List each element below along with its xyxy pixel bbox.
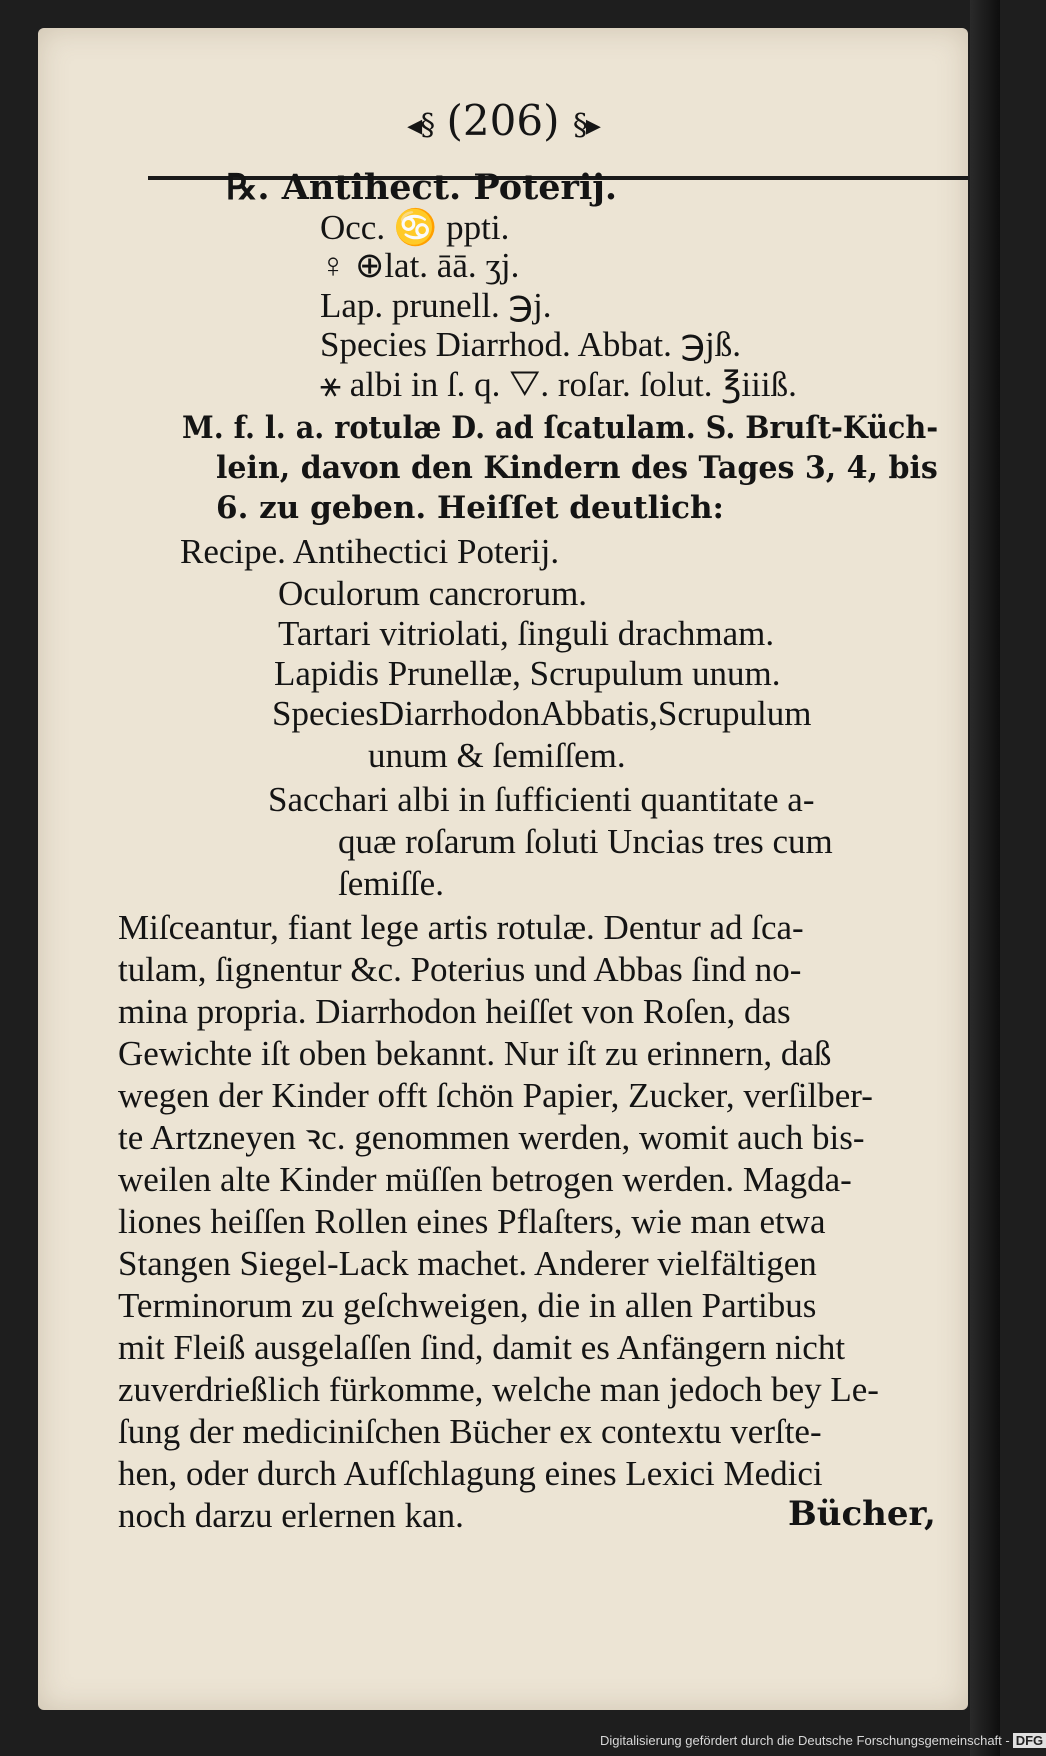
credit-text: Digitalisierung gefördert durch die Deutsche Forschungsgemeinschaft - bbox=[600, 1733, 1010, 1748]
recipe-line: Lapidis Prunellæ, Scrupulum unum. bbox=[274, 654, 781, 693]
prescription-line: ℞. Antihect. Poterij. bbox=[226, 167, 618, 208]
body-line: Gewichte iſt oben bekannt. Nur iſt zu erinnern, daß bbox=[118, 1034, 832, 1073]
prescription-line: ♀ ⊕lat. āā. ʒj. bbox=[320, 246, 520, 285]
body-line: ſung der mediciniſchen Bücher ex contextu verſte- bbox=[118, 1412, 822, 1451]
page-number: (206) bbox=[446, 96, 560, 145]
recipe-line: ſemiſſe. bbox=[338, 864, 444, 903]
prescription-line: Occ. ♋ ppti. bbox=[320, 208, 510, 247]
body-line: Terminorum zu geſchweigen, die in allen Partibus bbox=[118, 1286, 817, 1325]
recipe-line: Oculorum cancrorum. bbox=[278, 574, 588, 613]
recipe-line: Tartari vitriolati, ſinguli drachmam. bbox=[278, 614, 775, 653]
body-line: noch darzu erlernen kan. bbox=[118, 1496, 464, 1535]
body-line: weilen alte Kinder müſſen betrogen werden. Magda- bbox=[118, 1160, 852, 1199]
body-line: mit Fleiß ausgelaſſen ſind, damit es Anfängern nicht bbox=[118, 1328, 846, 1367]
dfg-logo: DFG bbox=[1013, 1733, 1046, 1748]
body-line: Stangen Siegel-Lack machet. Anderer vielfältigen bbox=[118, 1244, 817, 1283]
page-header bbox=[38, 96, 968, 145]
body-line: mina propria. Diarrhodon heiſſet von Roſen, das bbox=[118, 992, 791, 1031]
digitization-credit bbox=[600, 1733, 1046, 1748]
recipe-line: SpeciesDiarrhodonAbbatis,Scrupulum bbox=[272, 694, 812, 733]
instruction-line: 6. zu geben. Heiſſet deutlich: bbox=[216, 490, 724, 526]
body-line: tulam, ſignentur &c. Poterius und Abbas ſind no- bbox=[118, 950, 802, 989]
instruction-line: M. f. l. a. rotulæ D. ad ſcatulam. S. Bruſt-Küch- bbox=[182, 410, 939, 446]
body-line: hen, oder durch Aufſchlagung eines Lexici Medici bbox=[118, 1454, 823, 1493]
recipe-line: unum & ſemiſſem. bbox=[368, 736, 626, 775]
catchword: Bücher, bbox=[788, 1494, 936, 1534]
recipe-line: quæ roſarum ſoluti Uncias tres cum bbox=[338, 822, 833, 861]
recipe-line: Recipe. Antihectici Poterij. bbox=[180, 532, 560, 571]
body-line: wegen der Kinder offt ſchön Papier, Zucker, verſilber- bbox=[118, 1076, 873, 1115]
body-line: zuverdrießlich fürkomme, welche man jedoch bey Le- bbox=[118, 1370, 879, 1409]
right-ornament: §▸ bbox=[572, 108, 599, 143]
body-line: Miſceantur, fiant lege artis rotulæ. Dentur ad ſca- bbox=[118, 908, 804, 947]
left-ornament: ◂§ bbox=[407, 108, 434, 143]
recipe-line: Sacchari albi in ſufficienti quantitate a- bbox=[268, 780, 815, 819]
prescription-line: Species Diarrhod. Abbat. ℈jß. bbox=[320, 325, 742, 364]
prescription-line: ⚹ albi in ſ. q. ▽. roſar. ſolut. ℥iiiß. bbox=[320, 365, 797, 404]
body-line: liones heiſſen Rollen eines Pflaſters, wie man etwa bbox=[118, 1202, 826, 1241]
book-page bbox=[38, 28, 968, 1710]
body-line: te Artzneyen ꝛc. genommen werden, womit auch bis- bbox=[118, 1118, 865, 1157]
book-spine-edge bbox=[970, 0, 1000, 1756]
prescription-line: Lap. prunell. ℈j. bbox=[320, 286, 552, 325]
instruction-line: lein, davon den Kindern des Tages 3, 4, bis bbox=[216, 450, 938, 486]
